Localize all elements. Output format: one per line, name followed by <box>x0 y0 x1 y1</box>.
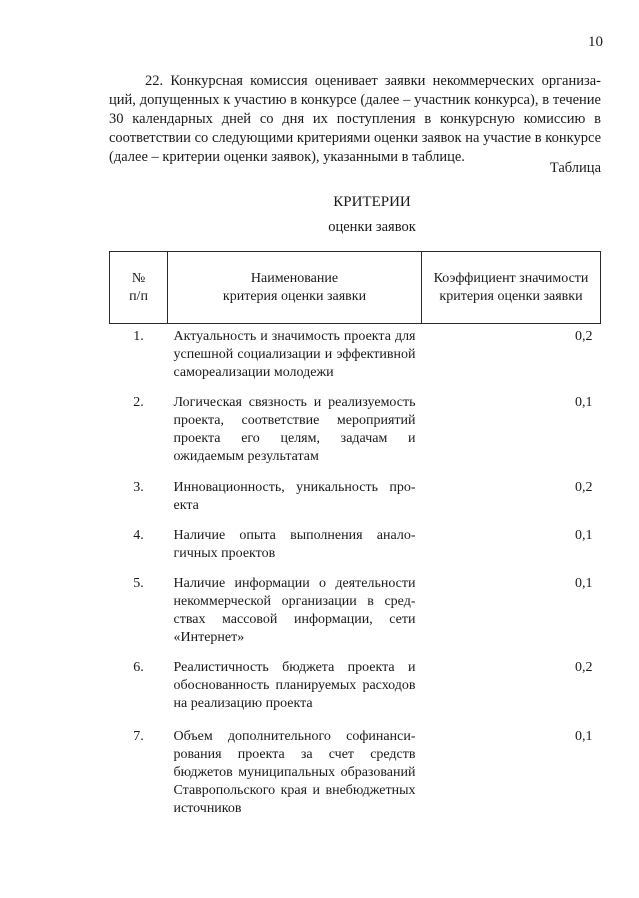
table-row <box>110 475 601 523</box>
criterion-coefficient: 0,1 <box>575 527 593 543</box>
table-row <box>110 724 601 824</box>
header-coefficient <box>422 252 601 324</box>
criterion-coefficient: 0,2 <box>575 659 593 675</box>
row-number: 4. <box>133 527 144 543</box>
header-name-line2: критерия оценки заявки <box>222 288 367 304</box>
table-caption: Таблица <box>549 160 601 176</box>
criterion-name: Актуальность и значимость проекта для успешной социализации и эффективной самореализации молодежи <box>173 329 416 380</box>
row-number: 5. <box>133 575 144 591</box>
criterion-name: Наличие опыта выполнения аналогичных проектов <box>173 527 416 561</box>
row-number: 1. <box>133 329 144 344</box>
table-row <box>110 324 601 390</box>
table-subtitle: оценки заявок <box>328 219 416 235</box>
table-row <box>110 390 601 475</box>
header-number <box>110 252 168 324</box>
criterion-name: Реалистичность бюджета проекта и обоснованность планируемых расходов на реализацию проекта <box>173 659 416 711</box>
criterion-coefficient: 0,1 <box>575 728 593 744</box>
criterion-coefficient: 0,1 <box>575 575 593 591</box>
row-number: 3. <box>133 479 144 495</box>
header-criterion-name <box>168 252 422 324</box>
row-number: 6. <box>133 659 144 675</box>
criterion-name: Наличие информации о деятельности некоммерческой организации в средствах массовой информации, сети «Интернет» <box>173 575 416 645</box>
header-coef-line2: критерия оценки заявки <box>439 288 583 304</box>
table-title: КРИТЕРИИ <box>333 194 411 210</box>
criteria-table <box>109 251 601 824</box>
criterion-name: Объем дополнительного софинансирования проекта за счет средств бюджетов муниципальных образований Ставропольского края и внебюджетных источников <box>173 728 416 816</box>
page-number: 10 <box>588 34 603 50</box>
criteria-table-header <box>110 252 601 324</box>
header-number-line2: п/п <box>129 288 148 304</box>
header-coef-line1: Коэффициент значимости <box>433 270 589 286</box>
row-number: 7. <box>133 728 144 744</box>
criterion-name: Инновационность, уникальность проекта <box>173 479 416 513</box>
table-row <box>110 571 601 655</box>
header-name-line1: Наименование <box>250 270 339 286</box>
intro-paragraph: 22. Конкурсная комиссия оценивает заявки некоммерческих организаций, допущенных к участию в конкурсе (далее – участник конкурса), в течение 30 календарных дней со дня их поступления в конкурсную комиссию в соответствии со следующими критериями оценки заявок на участие в конкурсе (далее – критерии оценки заявок), указанными в таблице. <box>109 73 601 165</box>
criterion-coefficient: 0,1 <box>575 394 593 410</box>
criterion-name: Логическая связность и реализуемость проекта, соответствие мероприятий проекта его целям, задачам и ожидаемым результатам <box>173 394 416 464</box>
criterion-coefficient: 0,2 <box>575 329 593 344</box>
row-number: 2. <box>133 394 144 410</box>
table-row <box>110 655 601 724</box>
header-number-line1: № <box>131 270 146 286</box>
table-row <box>110 523 601 571</box>
criterion-coefficient: 0,2 <box>575 479 593 495</box>
